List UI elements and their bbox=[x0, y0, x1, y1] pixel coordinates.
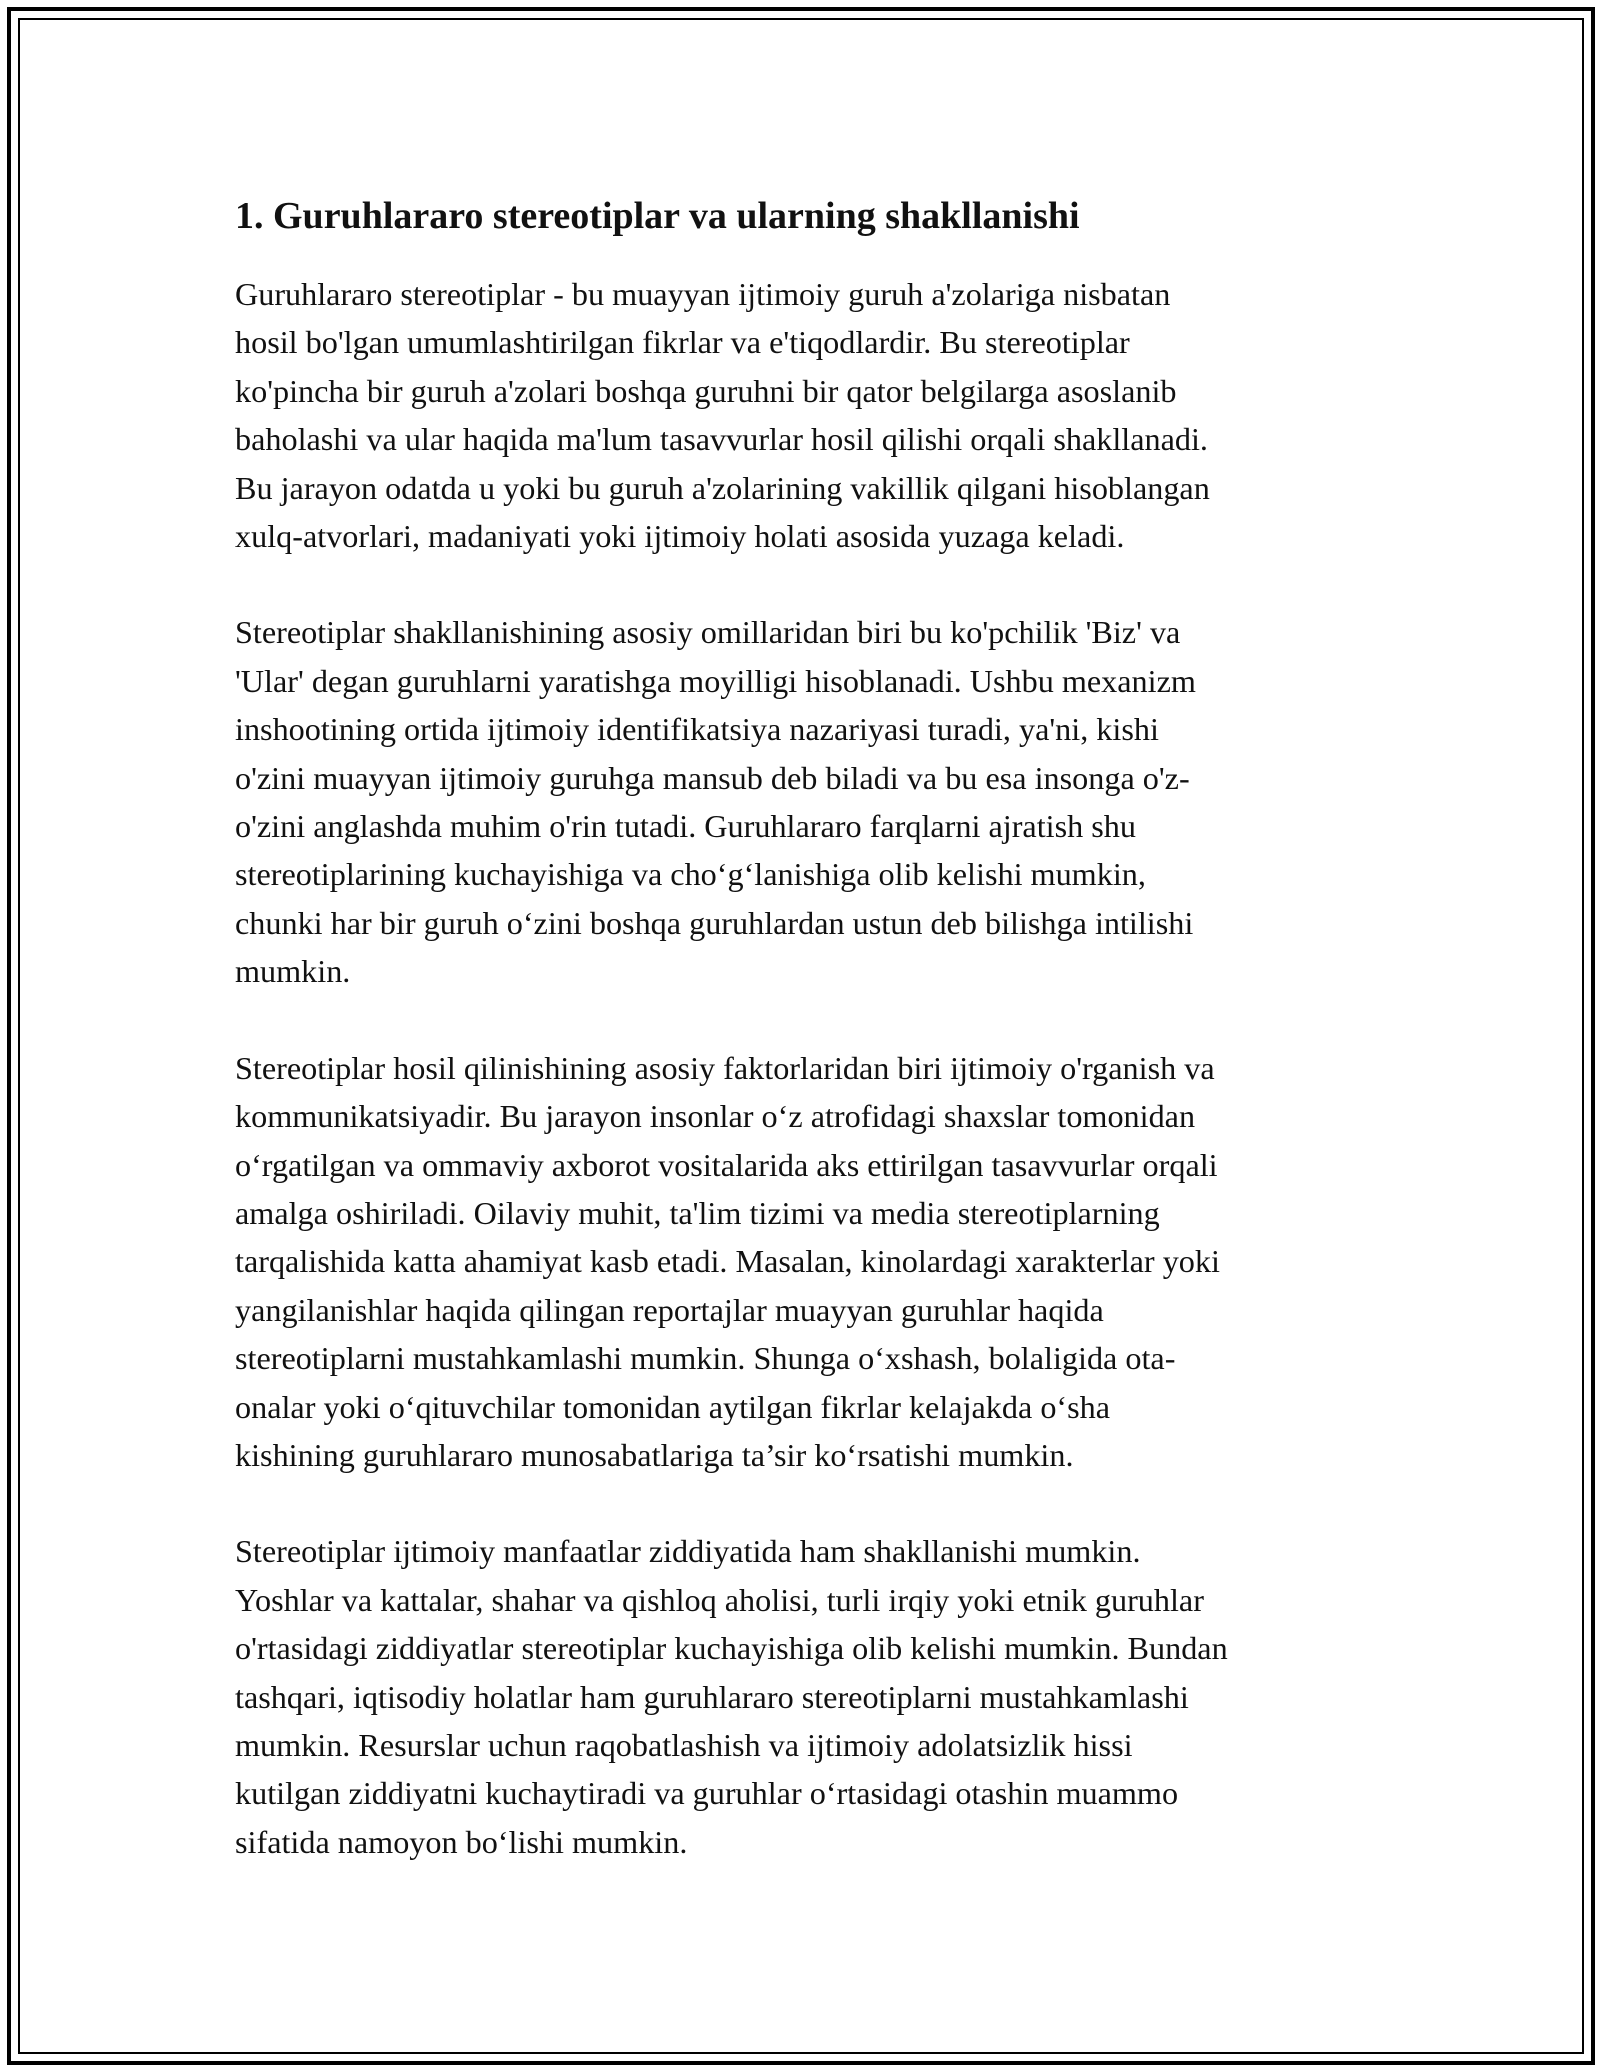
paragraph-social-learning: Stereotiplar hosil qilinishining asosiy faktorlaridan biri ijtimoiy o'rganish va kommunikatsiyadir. Bu jarayon insonlar o‘z atrofidagi shaxslar tomonidan o‘rgatilgan va ommaviy axborot vositalarida aks ettirilgan tasavvurlar orqali amalga oshiriladi. Oilaviy muhit, ta'lim tizimi va media stereotiplarning tarqalishida katta ahamiyat kasb etadi. Masalan, kinolardagi xarakterlar yoki yangilanishlar haqida qilingan reportajlar muayyan guruhlar haqida stereotiplarni mustahkamlashi mumkin. Shunga o‘xshash, bolaligida ota- onalar yoki o‘qituvchilar tomonidan aytilgan fikrlar kelajakda o‘sha kishining guruhlararo munosabatlariga ta’sir ko‘rsatishi mumkin. bbox=[235, 1049, 1220, 1473]
section-heading: 1. Guruhlararo stereotiplar va ularning shakllanishi bbox=[235, 195, 1080, 237]
paragraph-definition: Guruhlararo stereotiplar - bu muayyan ijtimoiy guruh a'zolariga nisbatan hosil bo'lgan umumlashtirilgan fikrlar va e'tiqodlardir. Bu stereotiplar ko'pincha bir guruh a'zolari boshqa guruhni bir qator belgilarga asoslanib baholashi va ular haqida ma'lum tasavvurlar hosil qilishi orqali shakllanadi. Bu jarayon odatda u yoki bu guruh a'zolarining vakillik qilgani hisoblangan xulq-atvorlari, madaniyati yoki ijtimoiy holati asosida yuzaga keladi. bbox=[235, 276, 1210, 555]
paragraph-conflict-of-interests: Stereotiplar ijtimoiy manfaatlar ziddiyatida ham shakllanishi mumkin. Yoshlar va kattalar, shahar va qishloq aholisi, turli irqiy yoki etnik guruhlar o'rtasidagi ziddiyatlar stereotiplar kuchayishiga olib kelishi mumkin. Bundan tashqari, iqtisodiy holatlar ham guruhlararo stereotiplarni mustahkamlashi mumkin. Resurslar uchun raqobatlashish va ijtimoiy adolatsizlik hissi kutilgan ziddiyatni kuchaytiradi va guruhlar o‘rtasidagi otashin muammo sifatida namoyon bo‘lishi mumkin. bbox=[235, 1533, 1228, 1860]
document-body bbox=[235, 188, 1375, 1914]
paragraph-us-them: Stereotiplar shakllanishining asosiy omillaridan biri bu ko'pchilik 'Biz' va 'Ular' degan guruhlarni yaratishga moyilligi hisoblanadi. Ushbu mexanizm inshootining ortida ijtimoiy identifikatsiya nazariyasi turadi, ya'ni, kishi o'zini muayyan ijtimoiy guruhga mansub deb biladi va bu esa insonga o'z- o'zini anglashda muhim o'rin tutadi. Guruhlararo farqlarni ajratish shu stereotiplarining kuchayishiga va cho‘g‘lanishiga olib kelishi mumkin, chunki har bir guruh o‘zini boshqa guruhlardan ustun deb bilishga intilishi mumkin. bbox=[235, 614, 1196, 990]
